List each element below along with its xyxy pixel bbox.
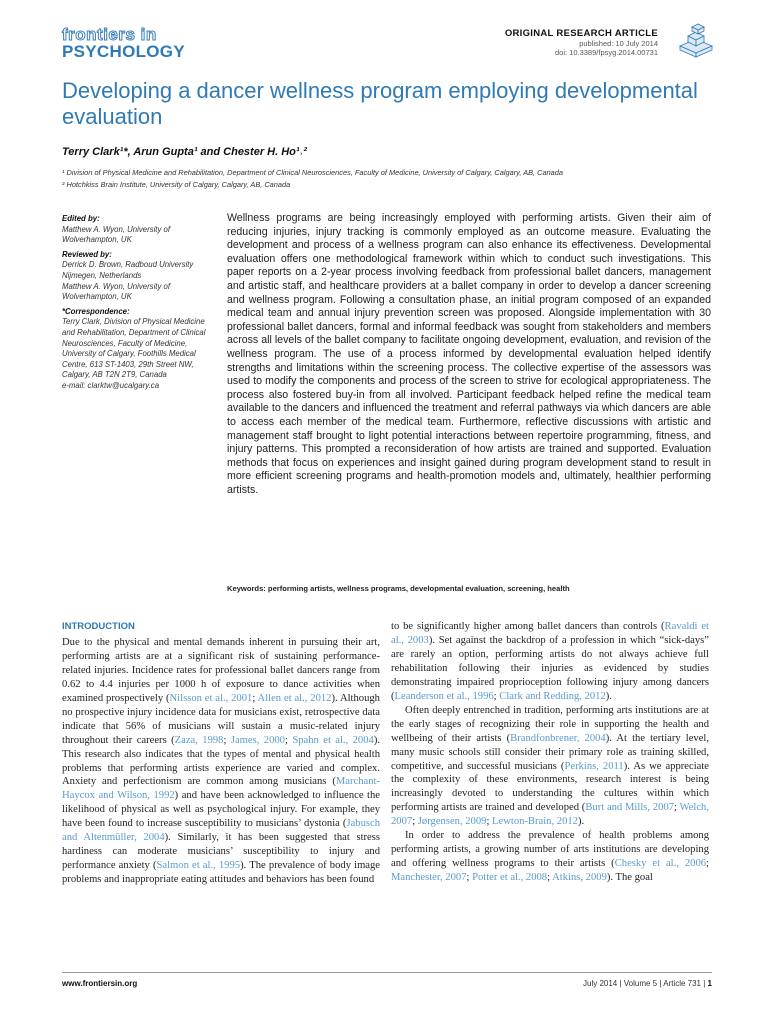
article-title: Developing a dancer wellness program employing developmental evaluation	[62, 78, 698, 129]
citation-link[interactable]: Atkins, 2009	[552, 872, 607, 884]
section-heading: INTRODUCTION	[62, 621, 135, 632]
citation-link[interactable]: Ravaldi et al., 2003	[391, 621, 709, 646]
citation-link[interactable]: Chesky et al., 2006	[614, 858, 707, 870]
affiliation-1: ¹ Division of Physical Medicine and Rehabilitation, Department of Clinical Neurosciences, Faculty of Medicine, University of Calgary, Calgary, AB, Canada	[62, 168, 564, 177]
body-column-right	[391, 620, 709, 885]
citation-link[interactable]: Brandfonbrener, 2004	[510, 732, 606, 744]
footer-url[interactable]: www.frontiersin.org	[62, 979, 138, 988]
issue-info: July 2014 | Volume 5 | Article 731 |	[583, 979, 706, 988]
citation-link[interactable]: Welch, 2007	[391, 802, 709, 828]
citation-link[interactable]: Jørgensen, 2009	[417, 816, 487, 828]
correspondence-address: Terry Clark, Division of Physical Medicine and Rehabilitation, Department of Clinical Neurosciences, Faculty of Medicine, University of Calgary, Foothills Medical Centre, 613 ST-1403, 29th Street NW, Calgary, AB T2N 2T9, Canada	[62, 317, 206, 380]
footer-issue	[583, 979, 712, 988]
body-paragraph: to be significantly higher among ballet dancers than controls (Ravaldi et al., 2003). Set against the backdrop of a profession in which “sick-days” are rarely an option, performing artists do not always achieve full rehabilitation following their injuries as evidenced by studies demonstrating impaired proprioception following injury among dancers (Leanderson et al., 1996; Clark and Redding, 2012).	[391, 621, 709, 702]
body-column-left	[62, 620, 380, 887]
body-paragraph: Often deeply entrenched in tradition, performing arts institutions are at the early stages of recognizing their role in supporting the health and wellbeing of their artists (Brandfonbrener, 2004). At the tertiary level, many music schools still consider their primary role as training skilled, competitive, and successful musicians (Perkins, 2011). As we appreciate the complexity of these environments, research interest is being increasingly devoted to understanding the cultures within which performing artists are trained and developed (Burt and Mills, 2007; Welch, 2007; Jørgensen, 2009; Lewton-Brain, 2012).	[391, 704, 710, 828]
citation-link[interactable]: Jabusch and Altenmüller, 2004	[62, 818, 380, 844]
citation-link[interactable]: Clark and Redding, 2012	[499, 690, 606, 702]
citation-link[interactable]: Manchester, 2007	[391, 872, 467, 884]
journal-name-top: frontiers in	[62, 25, 157, 44]
author-list: Terry Clark¹*, Arun Gupta¹ and Chester H. Ho¹˒²	[62, 146, 307, 158]
doi[interactable]: doi: 10.3389/fpsyg.2014.00731	[554, 48, 658, 57]
citation-link[interactable]: Lewton-Brain, 2012	[492, 816, 578, 828]
footer-divider	[62, 972, 712, 973]
citation-link[interactable]: James, 2000	[230, 734, 285, 746]
blocks-icon	[676, 22, 716, 58]
citation-link[interactable]: Zaza, 1998	[174, 734, 224, 746]
article-meta	[505, 28, 658, 57]
edited-by-label: Edited by:	[62, 214, 100, 223]
correspondence-label: *Correspondence:	[62, 306, 130, 316]
journal-name-bottom: PSYCHOLOGY	[62, 42, 185, 61]
citation-link[interactable]: Perkins, 2011	[564, 760, 624, 772]
body-paragraph: Due to the physical and mental demands inherent in pursuing their art, performing artists are at a significant risk of sustaining performance-related injuries. Incidence rates for professional ballet dancers range from 0.62 to 4.4 injuries per 1000 h of exposure to dance activities when examined prospectively (Nilsson et al., 2001; Allen et al., 2012). Although no prospective injury incidence data for musicians exist, retrospective data indicate that 56% of musicians will sustain a music-related injury throughout their careers (Zaza, 1998; James, 2000; Spahn et al., 2004). This research also indicates that the types of mental and physical health problems that performing artists experience are varied and complex. Anxiety and perfectionism are common among musicians (Marchant-Haycox and Wilson, 1992) and have been acknowledged to influence the likelihood of physical as well as psychological injury. For example, they have been found to increase susceptibility to musicians’ dystonia (Jabusch and Altenmüller, 2004). Similarly, it has been suggested that stress hardiness can moderate musicians’ susceptibility to injury and performance anxiety (Salmon et al., 1995). The prevalence of body image problems and inappropriate eating attitudes and behaviors has been found	[62, 636, 381, 886]
body-paragraph: In order to address the prevalence of health problems among performing artists, a growing number of arts institutions are developing and offering wellness programs to their artists (Chesky et al., 2006; Manchester, 2007; Potter et al., 2008; Atkins, 2009). The goal	[391, 830, 709, 884]
affiliation-2: ² Hotchkiss Brain Institute, University of Calgary, Calgary, AB, Canada	[62, 180, 291, 189]
article-type: ORIGINAL RESEARCH ARTICLE	[504, 28, 658, 39]
reviewer: Derrick D. Brown, Radboud University Nijmegen, Netherlands	[62, 260, 194, 280]
editorial-sidebar	[62, 214, 212, 392]
page-number: 1	[707, 979, 712, 988]
citation-link[interactable]: Allen et al., 2012	[257, 692, 332, 704]
citation-link[interactable]: Potter et al., 2008	[472, 872, 548, 884]
published-date: published: 10 July 2014	[579, 39, 658, 48]
reviewed-by-label: Reviewed by:	[62, 249, 112, 259]
editor: Matthew A. Wyon, University of Wolverhampton, UK	[62, 224, 171, 245]
citation-link[interactable]: Burt and Mills, 2007	[585, 802, 674, 814]
citation-link[interactable]: Leanderson et al., 1996	[394, 690, 494, 702]
correspondence-email[interactable]: e-mail: clarktw@ucalgary.ca	[62, 380, 160, 390]
keywords: Keywords: performing artists, wellness programs, developmental evaluation, screening, health	[227, 584, 570, 593]
citation-link[interactable]: Salmon et al., 1995	[156, 860, 241, 872]
journal-logo	[62, 26, 185, 61]
abstract: Wellness programs are being increasingly employed with performing artists. Given their aim of reducing injuries, injury tracking is commonly employed as an outcome measure. Evaluating the development and process of a wellness program can also enhance its effectiveness. Developmental evaluation offers one methodological framework within which to conduct such investigations. This paper reports on a 2-year process involving feedback from professional ballet dancers, management and artistic staff, and healthcare providers at a ballet company in order to develop a dancer screening and wellness program. Following a consultation phase, an initial program composed of an expanded medical team and annual injury prevention screen was proposed. Alongside implementation with 30 professional ballet dancers, formal and informal feedback was sought from stakeholders and members across all levels of the ballet company to facilitate ongoing development, evaluation, and revision of the wellness program. The use of a process informed by developmental evaluation helped identify strengths and limitations within the screening process. The collective expertise of the assessors was used to modify the components and process of the screen to strive for ecological appropriateness. The process also fostered buy-in from all involved. Participant feedback helped refine the medical team available to the dancers and influenced the treatment and referral pathways via which dancers are able to access each member of the medical team. Furthermore, reflective discussions with artistic and management staff brought to light potential interactions between repertoire programming, fitness, and injury patterns. This prompted a reconsideration of how artists are trained and supported. Evaluation methods that focus on experiences and insight gained during program development stand to result in more efficient screening programs and health-promotion models and, ultimately, healthier performing artists.	[227, 212, 711, 496]
reviewer: Matthew A. Wyon, University of Wolverhampton, UK	[62, 281, 171, 302]
citation-link[interactable]: Nilsson et al., 2001	[169, 692, 253, 704]
citation-link[interactable]: Marchant-Haycox and Wilson, 1992	[62, 776, 380, 802]
citation-link[interactable]: Spahn et al., 2004	[292, 734, 374, 746]
